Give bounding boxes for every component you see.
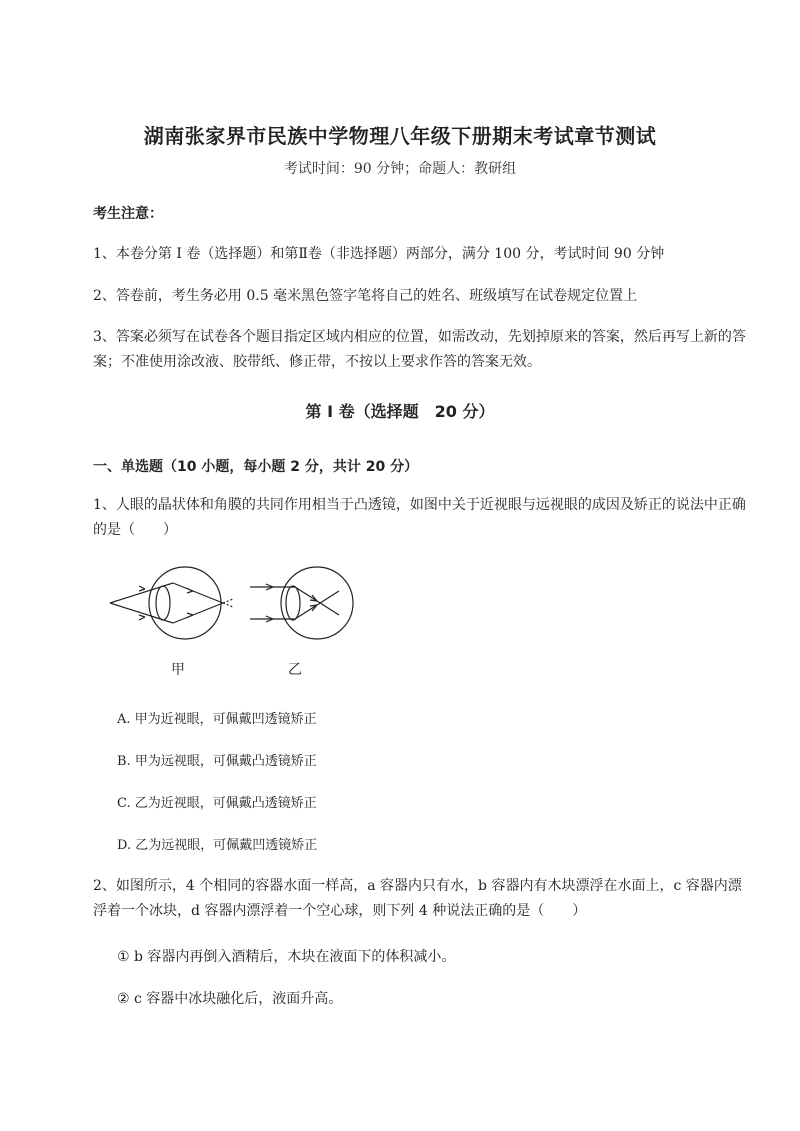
ray-jia-3 — [173, 583, 223, 603]
ray-jia-2 — [110, 603, 173, 623]
ray-jia-4 — [173, 603, 223, 623]
eye-jia — [110, 567, 233, 639]
notice-heading: 考生注意： — [93, 206, 163, 222]
figure-label-jia: 甲 — [171, 662, 185, 678]
figure-label-yi: 乙 — [288, 662, 302, 678]
arrow-jia-2 — [139, 615, 145, 620]
lens-yi — [286, 586, 300, 620]
question-2-text: 2、如图所示，4 个相同的容器水面一样高，a 容器内只有水，b 容器内有木块漂浮在水面上，c 容器内漂浮着一个冰块，d 容器内漂浮着一个空心球，则下列 4 种说法正确的是（ ） — [93, 878, 742, 919]
option-a: A. 甲为近视眼，可佩戴凹透镜矫正 — [117, 712, 317, 727]
arrow-yi-3 — [310, 595, 317, 601]
statement-2: ② c 容器中冰块融化后，液面升高。 — [117, 991, 343, 1007]
arrow-jia-1 — [139, 586, 145, 591]
section-title: 第 I 卷（选择题 20 分） — [305, 402, 495, 421]
eye-diagram-svg — [105, 565, 365, 685]
notice-item-1: 1、本卷分第 I 卷（选择题）和第Ⅱ卷（非选择题）两部分，满分 100 分，考试时间 90 分钟 — [93, 246, 665, 262]
option-b: B. 甲为远视眼，可佩戴凸透镜矫正 — [117, 754, 317, 769]
eyeball-jia — [149, 567, 221, 639]
option-c: C. 乙为近视眼，可佩戴凸透镜矫正 — [117, 796, 317, 811]
ray-jia-dash-1 — [223, 599, 233, 603]
option-d: D. 乙为远视眼，可佩戴凹透镜矫正 — [117, 838, 318, 853]
statement-1: ① b 容器内再倒入酒精后，木块在液面下的体积减小。 — [117, 949, 456, 965]
eyeball-yi — [281, 567, 353, 639]
ray-yi-1 — [250, 587, 339, 615]
eye-diagram — [105, 565, 365, 685]
arrow-jia-3 — [186, 588, 193, 593]
page-title: 湖南张家界市民族中学物理八年级下册期末考试章节测试 — [143, 124, 657, 148]
notice-item-2: 2、答卷前，考生务必用 0.5 毫米黑色签字笔将自己的姓名、班级填写在试卷规定位置上 — [93, 288, 638, 304]
eye-yi — [250, 567, 353, 639]
part-heading: 一、单选题（10 小题，每小题 2 分，共计 20 分） — [93, 459, 419, 475]
arrow-jia-4 — [186, 613, 193, 618]
ray-jia-1 — [110, 583, 173, 603]
lens-jia — [156, 586, 170, 620]
ray-yi-2 — [250, 591, 339, 619]
notice-item-3: 3、答案必须写在试卷各个题目指定区域内相应的位置，如需改动，先划掉原来的答案，然后再写上新的答案；不准使用涂改液、胶带纸、修正带，不按以上要求作答的答案无效。 — [93, 329, 746, 370]
ray-jia-dash-2 — [223, 603, 233, 607]
exam-info: 考试时间：90 分钟；命题人：教研组 — [283, 161, 517, 177]
arrow-yi-4 — [310, 605, 317, 611]
question-1-text: 1、人眼的晶状体和角膜的共同作用相当于凸透镜，如图中关于近视眼与远视眼的成因及矫正的说法中正确的是（ ） — [93, 497, 746, 538]
